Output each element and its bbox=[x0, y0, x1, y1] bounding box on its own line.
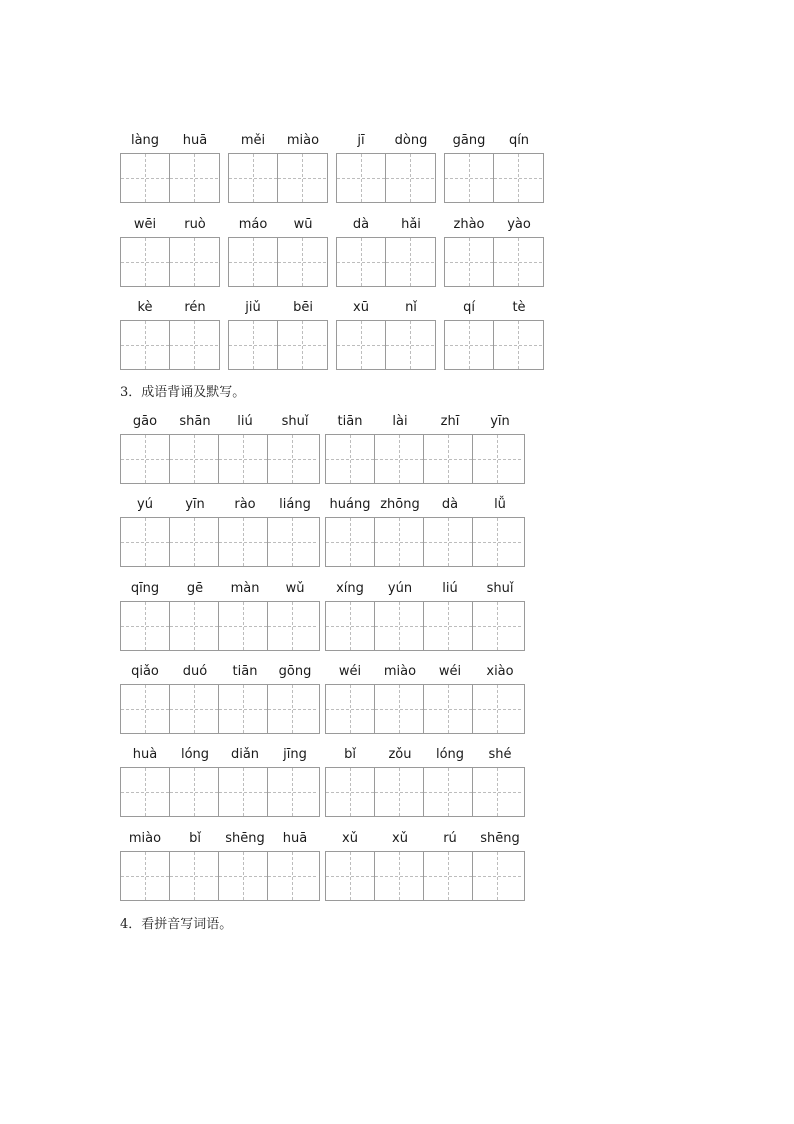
pinyin-label: xū bbox=[353, 300, 369, 315]
pinyin-label: jīng bbox=[283, 747, 307, 762]
pinyin-label: huà bbox=[132, 747, 158, 762]
pinyin-label: ruò bbox=[184, 217, 206, 232]
writing-cell[interactable] bbox=[424, 768, 473, 816]
pinyin-label: wēi bbox=[133, 217, 157, 232]
writing-cell[interactable] bbox=[170, 852, 219, 900]
word-row bbox=[120, 298, 544, 370]
writing-grid bbox=[120, 153, 220, 203]
writing-cell[interactable] bbox=[424, 602, 473, 650]
writing-cell[interactable] bbox=[375, 518, 424, 566]
pinyin-label: miào bbox=[383, 664, 417, 679]
writing-grid bbox=[120, 684, 320, 734]
pinyin-label: shēng bbox=[480, 831, 520, 846]
pinyin-label: kè bbox=[137, 300, 153, 315]
writing-cell[interactable] bbox=[494, 321, 542, 369]
pinyin-label: wǔ bbox=[285, 581, 305, 596]
pinyin-label: diǎn bbox=[230, 747, 260, 762]
writing-cell[interactable] bbox=[278, 238, 326, 286]
writing-grid bbox=[120, 517, 320, 567]
pinyin-label: xíng bbox=[336, 581, 364, 596]
writing-grid bbox=[325, 767, 525, 817]
idiom-group bbox=[120, 662, 320, 734]
writing-cell[interactable] bbox=[121, 435, 170, 483]
writing-grid bbox=[325, 851, 525, 901]
writing-cell[interactable] bbox=[170, 238, 218, 286]
pinyin-label: lǚ bbox=[494, 497, 506, 512]
pinyin-label: shān bbox=[179, 414, 211, 429]
writing-cell[interactable] bbox=[337, 238, 386, 286]
writing-cell[interactable] bbox=[121, 154, 170, 202]
writing-cell[interactable] bbox=[424, 518, 473, 566]
writing-cell[interactable] bbox=[375, 852, 424, 900]
pinyin-label: wéi bbox=[338, 664, 362, 679]
writing-grid bbox=[228, 320, 328, 370]
writing-cell[interactable] bbox=[337, 154, 386, 202]
writing-cell[interactable] bbox=[268, 435, 316, 483]
idiom-group bbox=[325, 579, 525, 651]
writing-cell[interactable] bbox=[375, 768, 424, 816]
idiom-row bbox=[120, 579, 525, 651]
pinyin-label: duó bbox=[182, 664, 208, 679]
pinyin-label: tè bbox=[512, 300, 526, 315]
writing-cell[interactable] bbox=[219, 768, 268, 816]
pinyin-label: miào bbox=[128, 831, 162, 846]
writing-cell[interactable] bbox=[268, 768, 316, 816]
pinyin-label: hǎi bbox=[401, 217, 421, 232]
writing-cell[interactable] bbox=[121, 768, 170, 816]
pinyin-label: yún bbox=[387, 581, 413, 596]
pinyin-label: shēng bbox=[225, 831, 265, 846]
idiom-group bbox=[325, 495, 525, 567]
pinyin-label: làng bbox=[130, 133, 160, 148]
writing-cell[interactable] bbox=[268, 685, 316, 733]
word-group bbox=[336, 215, 436, 287]
writing-cell[interactable] bbox=[170, 435, 219, 483]
writing-cell[interactable] bbox=[445, 238, 494, 286]
pinyin-label: xǔ bbox=[342, 831, 358, 846]
pinyin-label: liáng bbox=[279, 497, 311, 512]
writing-cell[interactable] bbox=[473, 435, 521, 483]
writing-grid bbox=[444, 237, 544, 287]
writing-cell[interactable] bbox=[326, 518, 375, 566]
pinyin-label: dòng bbox=[394, 133, 428, 148]
idiom-row bbox=[120, 662, 525, 734]
pinyin-label: rào bbox=[234, 497, 256, 512]
writing-cell[interactable] bbox=[170, 321, 218, 369]
writing-grid bbox=[120, 601, 320, 651]
pinyin-label: zhào bbox=[453, 217, 485, 232]
writing-cell[interactable] bbox=[278, 154, 326, 202]
writing-cell[interactable] bbox=[424, 852, 473, 900]
word-group bbox=[336, 298, 436, 370]
section-3-heading: 3．成语背诵及默写。 bbox=[120, 385, 246, 400]
pinyin-label: qín bbox=[508, 133, 530, 148]
pinyin-label: gōng bbox=[278, 664, 312, 679]
idiom-group bbox=[325, 829, 525, 901]
idiom-row bbox=[120, 829, 525, 901]
pinyin-label: gāo bbox=[132, 414, 158, 429]
pinyin-label: qiǎo bbox=[131, 664, 159, 679]
writing-grid bbox=[325, 434, 525, 484]
writing-cell[interactable] bbox=[170, 685, 219, 733]
writing-cell[interactable] bbox=[219, 518, 268, 566]
writing-cell[interactable] bbox=[473, 852, 521, 900]
pinyin-label: lóng bbox=[180, 747, 210, 762]
writing-cell[interactable] bbox=[121, 518, 170, 566]
writing-cell[interactable] bbox=[219, 435, 268, 483]
idiom-group bbox=[325, 412, 525, 484]
word-group bbox=[444, 215, 544, 287]
writing-cell[interactable] bbox=[473, 518, 521, 566]
word-group bbox=[228, 131, 328, 203]
writing-grid bbox=[228, 237, 328, 287]
idiom-group bbox=[120, 412, 320, 484]
writing-cell[interactable] bbox=[375, 435, 424, 483]
word-group bbox=[444, 131, 544, 203]
writing-cell[interactable] bbox=[121, 685, 170, 733]
pinyin-label: zǒu bbox=[388, 747, 412, 762]
writing-cell[interactable] bbox=[121, 852, 170, 900]
pinyin-label: dà bbox=[441, 497, 459, 512]
writing-cell[interactable] bbox=[170, 154, 218, 202]
pinyin-label: shé bbox=[488, 747, 512, 762]
writing-cell[interactable] bbox=[326, 852, 375, 900]
writing-cell[interactable] bbox=[121, 238, 170, 286]
pinyin-label: wū bbox=[293, 217, 313, 232]
word-row bbox=[120, 131, 544, 203]
writing-grid bbox=[120, 434, 320, 484]
writing-cell[interactable] bbox=[121, 321, 170, 369]
writing-grid bbox=[120, 767, 320, 817]
word-group bbox=[444, 298, 544, 370]
writing-cell[interactable] bbox=[424, 435, 473, 483]
pinyin-label: liú bbox=[237, 414, 253, 429]
writing-cell[interactable] bbox=[473, 685, 521, 733]
pinyin-label: bēi bbox=[293, 300, 313, 315]
pinyin-label: rú bbox=[443, 831, 457, 846]
pinyin-label: xiào bbox=[486, 664, 514, 679]
pinyin-label: bǐ bbox=[344, 747, 356, 762]
writing-grid bbox=[325, 684, 525, 734]
writing-cell[interactable] bbox=[326, 602, 375, 650]
pinyin-label: màn bbox=[230, 581, 260, 596]
pinyin-label: měi bbox=[240, 133, 266, 148]
pinyin-label: jī bbox=[357, 133, 365, 148]
writing-cell[interactable] bbox=[268, 518, 316, 566]
writing-cell[interactable] bbox=[229, 154, 278, 202]
idiom-row bbox=[120, 412, 525, 484]
pinyin-label: yīn bbox=[490, 414, 510, 429]
writing-cell[interactable] bbox=[121, 602, 170, 650]
writing-grid bbox=[120, 320, 220, 370]
writing-cell[interactable] bbox=[337, 321, 386, 369]
pinyin-label: gē bbox=[186, 581, 204, 596]
pinyin-label: tiān bbox=[232, 664, 258, 679]
pinyin-label: shuǐ bbox=[281, 414, 309, 429]
pinyin-label: huā bbox=[282, 831, 308, 846]
writing-cell[interactable] bbox=[375, 685, 424, 733]
pinyin-label: yào bbox=[507, 217, 531, 232]
pinyin-label: qīng bbox=[130, 581, 160, 596]
pinyin-label: huáng bbox=[329, 497, 371, 512]
pinyin-label: liú bbox=[442, 581, 458, 596]
pinyin-label: yú bbox=[137, 497, 153, 512]
pinyin-label: rén bbox=[184, 300, 206, 315]
pinyin-label: lài bbox=[392, 414, 408, 429]
pinyin-label: wéi bbox=[438, 664, 462, 679]
pinyin-label: nǐ bbox=[405, 300, 417, 315]
pinyin-label: qí bbox=[463, 300, 475, 315]
section-4-heading: 4．看拼音写词语。 bbox=[120, 917, 233, 932]
idiom-row bbox=[120, 495, 525, 567]
writing-cell[interactable] bbox=[268, 602, 316, 650]
writing-cell[interactable] bbox=[494, 238, 542, 286]
writing-cell[interactable] bbox=[494, 154, 542, 202]
writing-cell[interactable] bbox=[445, 321, 494, 369]
writing-cell[interactable] bbox=[375, 602, 424, 650]
writing-cell[interactable] bbox=[326, 435, 375, 483]
pinyin-label: gāng bbox=[452, 133, 486, 148]
writing-cell[interactable] bbox=[229, 321, 278, 369]
writing-grid bbox=[444, 153, 544, 203]
idiom-group bbox=[120, 495, 320, 567]
pinyin-label: bǐ bbox=[189, 831, 201, 846]
word-group bbox=[120, 298, 220, 370]
word-group bbox=[120, 215, 220, 287]
writing-cell[interactable] bbox=[268, 852, 316, 900]
idiom-row bbox=[120, 745, 525, 817]
writing-grid bbox=[120, 851, 320, 901]
pinyin-label: dà bbox=[352, 217, 370, 232]
idiom-group bbox=[120, 745, 320, 817]
pinyin-label: zhī bbox=[440, 414, 460, 429]
writing-cell[interactable] bbox=[229, 238, 278, 286]
pinyin-label: tiān bbox=[337, 414, 363, 429]
writing-cell[interactable] bbox=[386, 154, 434, 202]
idiom-group bbox=[325, 662, 525, 734]
word-row bbox=[120, 215, 544, 287]
writing-grid bbox=[325, 517, 525, 567]
pinyin-label: shuǐ bbox=[486, 581, 514, 596]
word-group bbox=[336, 131, 436, 203]
idiom-group bbox=[325, 745, 525, 817]
pinyin-label: huā bbox=[182, 133, 208, 148]
word-group bbox=[228, 215, 328, 287]
writing-cell[interactable] bbox=[326, 685, 375, 733]
writing-grid bbox=[336, 320, 436, 370]
writing-grid bbox=[325, 601, 525, 651]
word-group bbox=[228, 298, 328, 370]
writing-cell[interactable] bbox=[473, 768, 521, 816]
writing-cell[interactable] bbox=[170, 768, 219, 816]
word-group bbox=[120, 131, 220, 203]
pinyin-label: zhōng bbox=[380, 497, 420, 512]
writing-cell[interactable] bbox=[219, 685, 268, 733]
pinyin-label: yīn bbox=[185, 497, 205, 512]
writing-grid bbox=[228, 153, 328, 203]
pinyin-label: máo bbox=[238, 217, 268, 232]
pinyin-label: jiǔ bbox=[245, 300, 261, 315]
writing-cell[interactable] bbox=[170, 518, 219, 566]
writing-cell[interactable] bbox=[326, 768, 375, 816]
writing-cell[interactable] bbox=[219, 852, 268, 900]
pinyin-label: lóng bbox=[435, 747, 465, 762]
writing-grid bbox=[336, 237, 436, 287]
writing-cell[interactable] bbox=[278, 321, 326, 369]
writing-cell[interactable] bbox=[424, 685, 473, 733]
writing-grid bbox=[120, 237, 220, 287]
writing-cell[interactable] bbox=[219, 602, 268, 650]
writing-cell[interactable] bbox=[386, 321, 434, 369]
idiom-group bbox=[120, 579, 320, 651]
pinyin-label: miào bbox=[286, 133, 320, 148]
writing-grid bbox=[444, 320, 544, 370]
writing-cell[interactable] bbox=[170, 602, 219, 650]
idiom-group bbox=[120, 829, 320, 901]
writing-cell[interactable] bbox=[445, 154, 494, 202]
writing-cell[interactable] bbox=[473, 602, 521, 650]
writing-cell[interactable] bbox=[386, 238, 434, 286]
pinyin-label: xǔ bbox=[392, 831, 408, 846]
writing-grid bbox=[336, 153, 436, 203]
